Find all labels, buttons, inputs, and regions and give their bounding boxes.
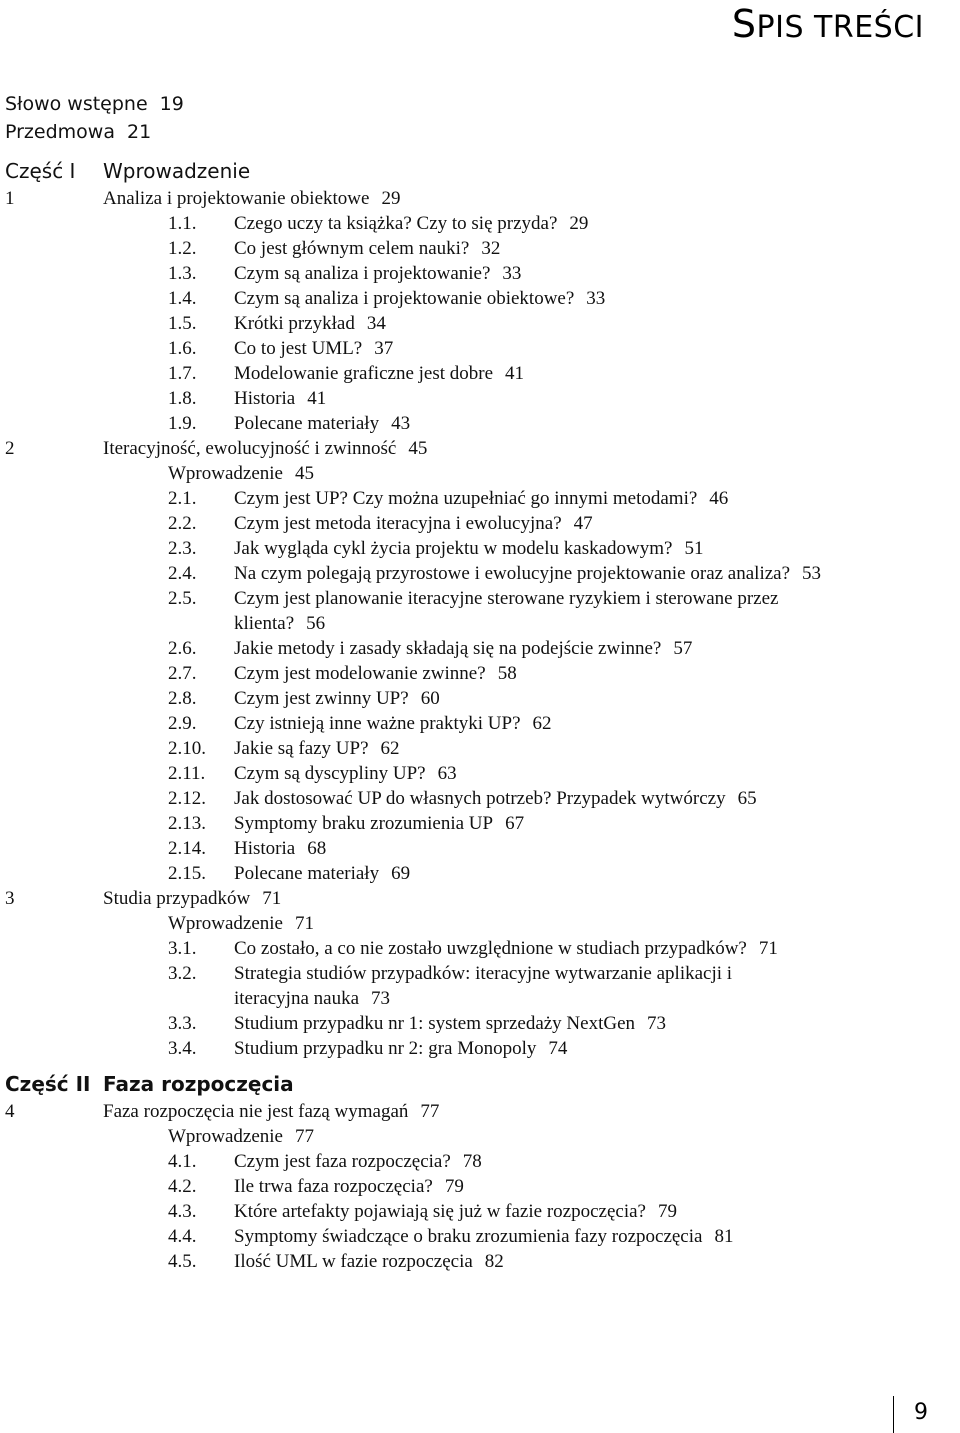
section-page: 63 — [437, 763, 457, 784]
section-title-text: Ile trwa faza rozpoczęcia? — [234, 1176, 433, 1197]
section-page: 46 — [709, 488, 729, 509]
section-page: 68 — [307, 838, 327, 859]
section-title-text: Czym jest modelowanie zwinne? — [234, 663, 486, 684]
section-entry[interactable] — [0, 911, 960, 936]
front-matter-entry[interactable] — [0, 90, 960, 118]
section-title-text: Strategia studiów przypadków: iteracyjne wytwarzanie aplikacji i iteracyjna nauka — [234, 963, 733, 1009]
section-title — [0, 311, 960, 336]
section-page: 78 — [462, 1151, 482, 1172]
part-label: Część I — [5, 159, 76, 183]
section-page: 73 — [647, 1013, 667, 1034]
section-page: 47 — [573, 513, 593, 534]
section-title — [0, 1124, 960, 1149]
section-title-text: Historia — [234, 388, 296, 409]
section-title-text: Co jest głównym celem nauki? — [234, 238, 470, 259]
chapter-title-text: Studia przypadków — [103, 888, 251, 909]
section-page: 71 — [758, 938, 778, 959]
section-title — [0, 511, 960, 536]
section-title — [0, 1149, 960, 1174]
section-page: 73 — [371, 988, 391, 1009]
section-page: 32 — [481, 238, 501, 259]
section-number: 2.2. — [168, 513, 197, 534]
section-entry[interactable] — [0, 836, 960, 861]
section-title-text: Ilość UML w fazie rozpoczęcia — [234, 1251, 473, 1272]
section-entry[interactable] — [0, 961, 960, 1011]
section-title — [0, 1174, 960, 1199]
section-page: 57 — [673, 638, 693, 659]
section-title-text: Jak dostosować UP do własnych potrzeb? Przypadek wytwórczy — [234, 788, 726, 809]
section-entry[interactable] — [0, 1149, 960, 1174]
section-title-text: Czego uczy ta książka? Czy to się przyda? — [234, 213, 558, 234]
section-entry[interactable] — [0, 1124, 960, 1149]
section-entry[interactable] — [0, 511, 960, 536]
section-entry[interactable] — [0, 661, 960, 686]
chapter-page: 45 — [408, 438, 428, 459]
section-entry[interactable] — [0, 386, 960, 411]
chapter-title-text: Iteracyjność, ewolucyjność i zwinność — [103, 438, 397, 459]
section-number: 2.13. — [168, 813, 206, 834]
chapter-page: 29 — [381, 188, 401, 209]
section-title-text: Czym jest metoda iteracyjna i ewolucyjna? — [234, 513, 562, 534]
entry-title: Przedmowa — [5, 121, 115, 143]
section-title — [0, 586, 960, 636]
section-page: 34 — [366, 313, 386, 334]
section-title-text: Czym są analiza i projektowanie obiektowe? — [234, 288, 575, 309]
section-number: 1.5. — [168, 313, 197, 334]
section-number: 2.3. — [168, 538, 197, 559]
section-title-text: Studium przypadku nr 1: system sprzedaży NextGen — [234, 1013, 636, 1034]
section-entry[interactable] — [0, 761, 960, 786]
section-number: 4.4. — [168, 1226, 197, 1247]
section-page: 41 — [505, 363, 525, 384]
section-number: 2.9. — [168, 713, 197, 734]
section-title — [0, 411, 960, 436]
section-entry[interactable] — [0, 561, 960, 586]
chapter-title — [103, 886, 281, 911]
section-title — [0, 1199, 960, 1224]
part-heading — [0, 1069, 960, 1099]
section-title-text: Wprowadzenie — [168, 463, 283, 484]
section-entry[interactable] — [0, 736, 960, 761]
section-entry[interactable] — [0, 586, 960, 636]
section-entry[interactable] — [0, 786, 960, 811]
section-number: 4.1. — [168, 1151, 197, 1172]
section-title — [0, 561, 960, 586]
section-entry[interactable] — [0, 1224, 960, 1249]
section-title — [0, 261, 960, 286]
section-title-text: Czym są analiza i projektowanie? — [234, 263, 491, 284]
chapter-entry[interactable] — [0, 1099, 960, 1124]
section-title-text: Polecane materiały — [234, 863, 380, 884]
section-entry[interactable] — [0, 336, 960, 361]
section-page: 56 — [306, 613, 326, 634]
section-entry[interactable] — [0, 1011, 960, 1036]
section-title — [0, 286, 960, 311]
section-title — [0, 336, 960, 361]
section-title — [0, 486, 960, 511]
section-number: 2.6. — [168, 638, 197, 659]
section-title-text: Historia — [234, 838, 296, 859]
section-title-text: Czy istnieją inne ważne praktyki UP? — [234, 713, 521, 734]
section-entry[interactable] — [0, 1199, 960, 1224]
section-number: 4.3. — [168, 1201, 197, 1222]
section-number: 3.4. — [168, 1038, 197, 1059]
section-title-text: Na czym polegają przyrostowe i ewolucyjne projektowanie oraz analiza? — [234, 563, 791, 584]
section-title — [0, 1249, 960, 1274]
chapter-number: 2 — [5, 438, 15, 459]
section-page: 71 — [295, 913, 314, 934]
section-page: 79 — [657, 1201, 677, 1222]
section-page: 29 — [569, 213, 589, 234]
section-number: 2.1. — [168, 488, 197, 509]
section-entry[interactable] — [0, 211, 960, 236]
section-number: 2.7. — [168, 663, 197, 684]
entry-title: Słowo wstępne — [5, 93, 148, 115]
section-page: 82 — [484, 1251, 504, 1272]
table-of-contents — [0, 90, 960, 1274]
section-entry[interactable] — [0, 236, 960, 261]
section-title-text: Czym jest UP? Czy można uzupełniać go innymi metodami? — [234, 488, 698, 509]
section-number: 3.1. — [168, 938, 197, 959]
section-title-text: Czym są dyscypliny UP? — [234, 763, 426, 784]
section-page: 77 — [295, 1126, 314, 1147]
section-title-text: Co zostało, a co nie zostało uwzględnione w studiach przypadków? — [234, 938, 747, 959]
section-entry[interactable] — [0, 1249, 960, 1274]
chapter-number: 3 — [5, 888, 15, 909]
section-title — [0, 861, 960, 886]
section-number: 2.14. — [168, 838, 206, 859]
section-title-text: Które artefakty pojawiają się już w fazie rozpoczęcia? — [234, 1201, 646, 1222]
section-title-text: Symptomy braku zrozumienia UP — [234, 813, 494, 834]
section-number: 2.4. — [168, 563, 197, 584]
section-entry[interactable] — [0, 861, 960, 886]
part-title: Faza rozpoczęcia — [103, 1072, 294, 1096]
front-matter-entry[interactable] — [0, 118, 960, 146]
chapter-title — [103, 436, 427, 461]
chapter-number: 4 — [5, 1101, 15, 1122]
chapter-entry[interactable] — [0, 436, 960, 461]
section-page: 45 — [295, 463, 314, 484]
part-label: Część II — [5, 1072, 91, 1096]
section-number: 1.8. — [168, 388, 197, 409]
section-title — [0, 361, 960, 386]
section-title — [0, 761, 960, 786]
section-entry[interactable] — [0, 461, 960, 486]
page-title: SPIS TREŚCI — [731, 2, 924, 46]
section-entry[interactable] — [0, 361, 960, 386]
section-number: 1.9. — [168, 413, 197, 434]
chapter-page: 77 — [420, 1101, 440, 1122]
section-page: 79 — [444, 1176, 464, 1197]
section-title — [0, 1036, 960, 1061]
section-number: 3.3. — [168, 1013, 197, 1034]
section-title — [0, 386, 960, 411]
section-title — [0, 711, 960, 736]
section-number: 2.12. — [168, 788, 206, 809]
section-entry[interactable] — [0, 311, 960, 336]
section-title — [0, 911, 960, 936]
section-number: 1.1. — [168, 213, 197, 234]
section-entry[interactable] — [0, 536, 960, 561]
section-title-text: Czym jest faza rozpoczęcia? — [234, 1151, 451, 1172]
section-number: 3.2. — [168, 963, 197, 984]
section-entry[interactable] — [0, 811, 960, 836]
section-page: 60 — [420, 688, 440, 709]
section-title — [0, 636, 960, 661]
chapter-entry[interactable] — [0, 886, 960, 911]
chapter-title — [103, 1099, 439, 1124]
section-title-text: Czym jest zwinny UP? — [234, 688, 409, 709]
section-title — [0, 961, 960, 1011]
chapter-title — [103, 186, 400, 211]
section-page: 37 — [374, 338, 394, 359]
section-page: 33 — [502, 263, 522, 284]
section-page: 81 — [714, 1226, 734, 1247]
section-number: 2.5. — [168, 588, 197, 609]
chapter-page: 71 — [262, 888, 282, 909]
section-number: 2.8. — [168, 688, 197, 709]
section-title-text: Modelowanie graficzne jest dobre — [234, 363, 494, 384]
section-number: 2.11. — [168, 763, 206, 784]
section-title — [0, 836, 960, 861]
section-entry[interactable] — [0, 1174, 960, 1199]
section-title — [0, 786, 960, 811]
chapter-number: 1 — [5, 188, 15, 209]
section-number: 1.2. — [168, 238, 197, 259]
part-title: Wprowadzenie — [103, 159, 251, 183]
section-page: 62 — [532, 713, 552, 734]
section-title-text: Wprowadzenie — [168, 1126, 283, 1147]
section-title — [0, 536, 960, 561]
section-title — [0, 736, 960, 761]
section-page: 53 — [802, 563, 822, 584]
chapter-title-text: Analiza i projektowanie obiektowe — [103, 188, 370, 209]
section-title-text: Co to jest UML? — [234, 338, 363, 359]
section-page: 58 — [497, 663, 517, 684]
section-number: 2.10. — [168, 738, 206, 759]
section-number: 1.3. — [168, 263, 197, 284]
section-number: 2.15. — [168, 863, 206, 884]
chapter-title-text: Faza rozpoczęcia nie jest fazą wymagań — [103, 1101, 409, 1122]
section-page: 41 — [307, 388, 327, 409]
section-entry[interactable] — [0, 411, 960, 436]
footer-divider — [893, 1396, 894, 1433]
section-page: 67 — [505, 813, 525, 834]
section-entry[interactable] — [0, 686, 960, 711]
section-number: 4.5. — [168, 1251, 197, 1272]
part-heading — [0, 156, 960, 186]
section-title-text: Jakie metody i zasady składają się na podejście zwinne? — [234, 638, 662, 659]
section-entry[interactable] — [0, 261, 960, 286]
section-title-text: Krótki przykład — [234, 313, 355, 334]
section-title-text: Polecane materiały — [234, 413, 380, 434]
section-title — [0, 661, 960, 686]
section-title-text: Czym jest planowanie iteracyjne sterowane ryzykiem i sterowane przez klienta? — [234, 588, 779, 634]
section-page: 43 — [391, 413, 411, 434]
section-entry[interactable] — [0, 936, 960, 961]
section-page: 33 — [586, 288, 606, 309]
section-number: 1.4. — [168, 288, 197, 309]
section-title-text: Jakie są fazy UP? — [234, 738, 369, 759]
page-number: 9 — [914, 1400, 928, 1425]
chapter-entry[interactable] — [0, 186, 960, 211]
section-entry[interactable] — [0, 636, 960, 661]
section-number: 1.6. — [168, 338, 197, 359]
section-entry[interactable] — [0, 286, 960, 311]
section-title — [0, 211, 960, 236]
section-title — [0, 811, 960, 836]
section-page: 51 — [684, 538, 704, 559]
section-page: 65 — [737, 788, 757, 809]
entry-page: 21 — [126, 121, 152, 143]
section-title — [0, 461, 960, 486]
section-number: 4.2. — [168, 1176, 197, 1197]
section-title — [0, 1011, 960, 1036]
section-page: 62 — [380, 738, 400, 759]
section-title-text: Wprowadzenie — [168, 913, 283, 934]
section-entry[interactable] — [0, 1036, 960, 1061]
section-page: 69 — [391, 863, 411, 884]
section-number: 1.7. — [168, 363, 197, 384]
section-entry[interactable] — [0, 711, 960, 736]
section-title — [0, 1224, 960, 1249]
section-title-text: Symptomy świadczące o braku zrozumienia fazy rozpoczęcia — [234, 1226, 703, 1247]
section-entry[interactable] — [0, 486, 960, 511]
section-title-text: Jak wygląda cykl życia projektu w modelu kaskadowym? — [234, 538, 673, 559]
section-title-text: Studium przypadku nr 2: gra Monopoly — [234, 1038, 537, 1059]
section-title — [0, 686, 960, 711]
section-page: 74 — [548, 1038, 568, 1059]
section-title — [0, 936, 960, 961]
section-title — [0, 236, 960, 261]
entry-page: 19 — [159, 93, 184, 115]
